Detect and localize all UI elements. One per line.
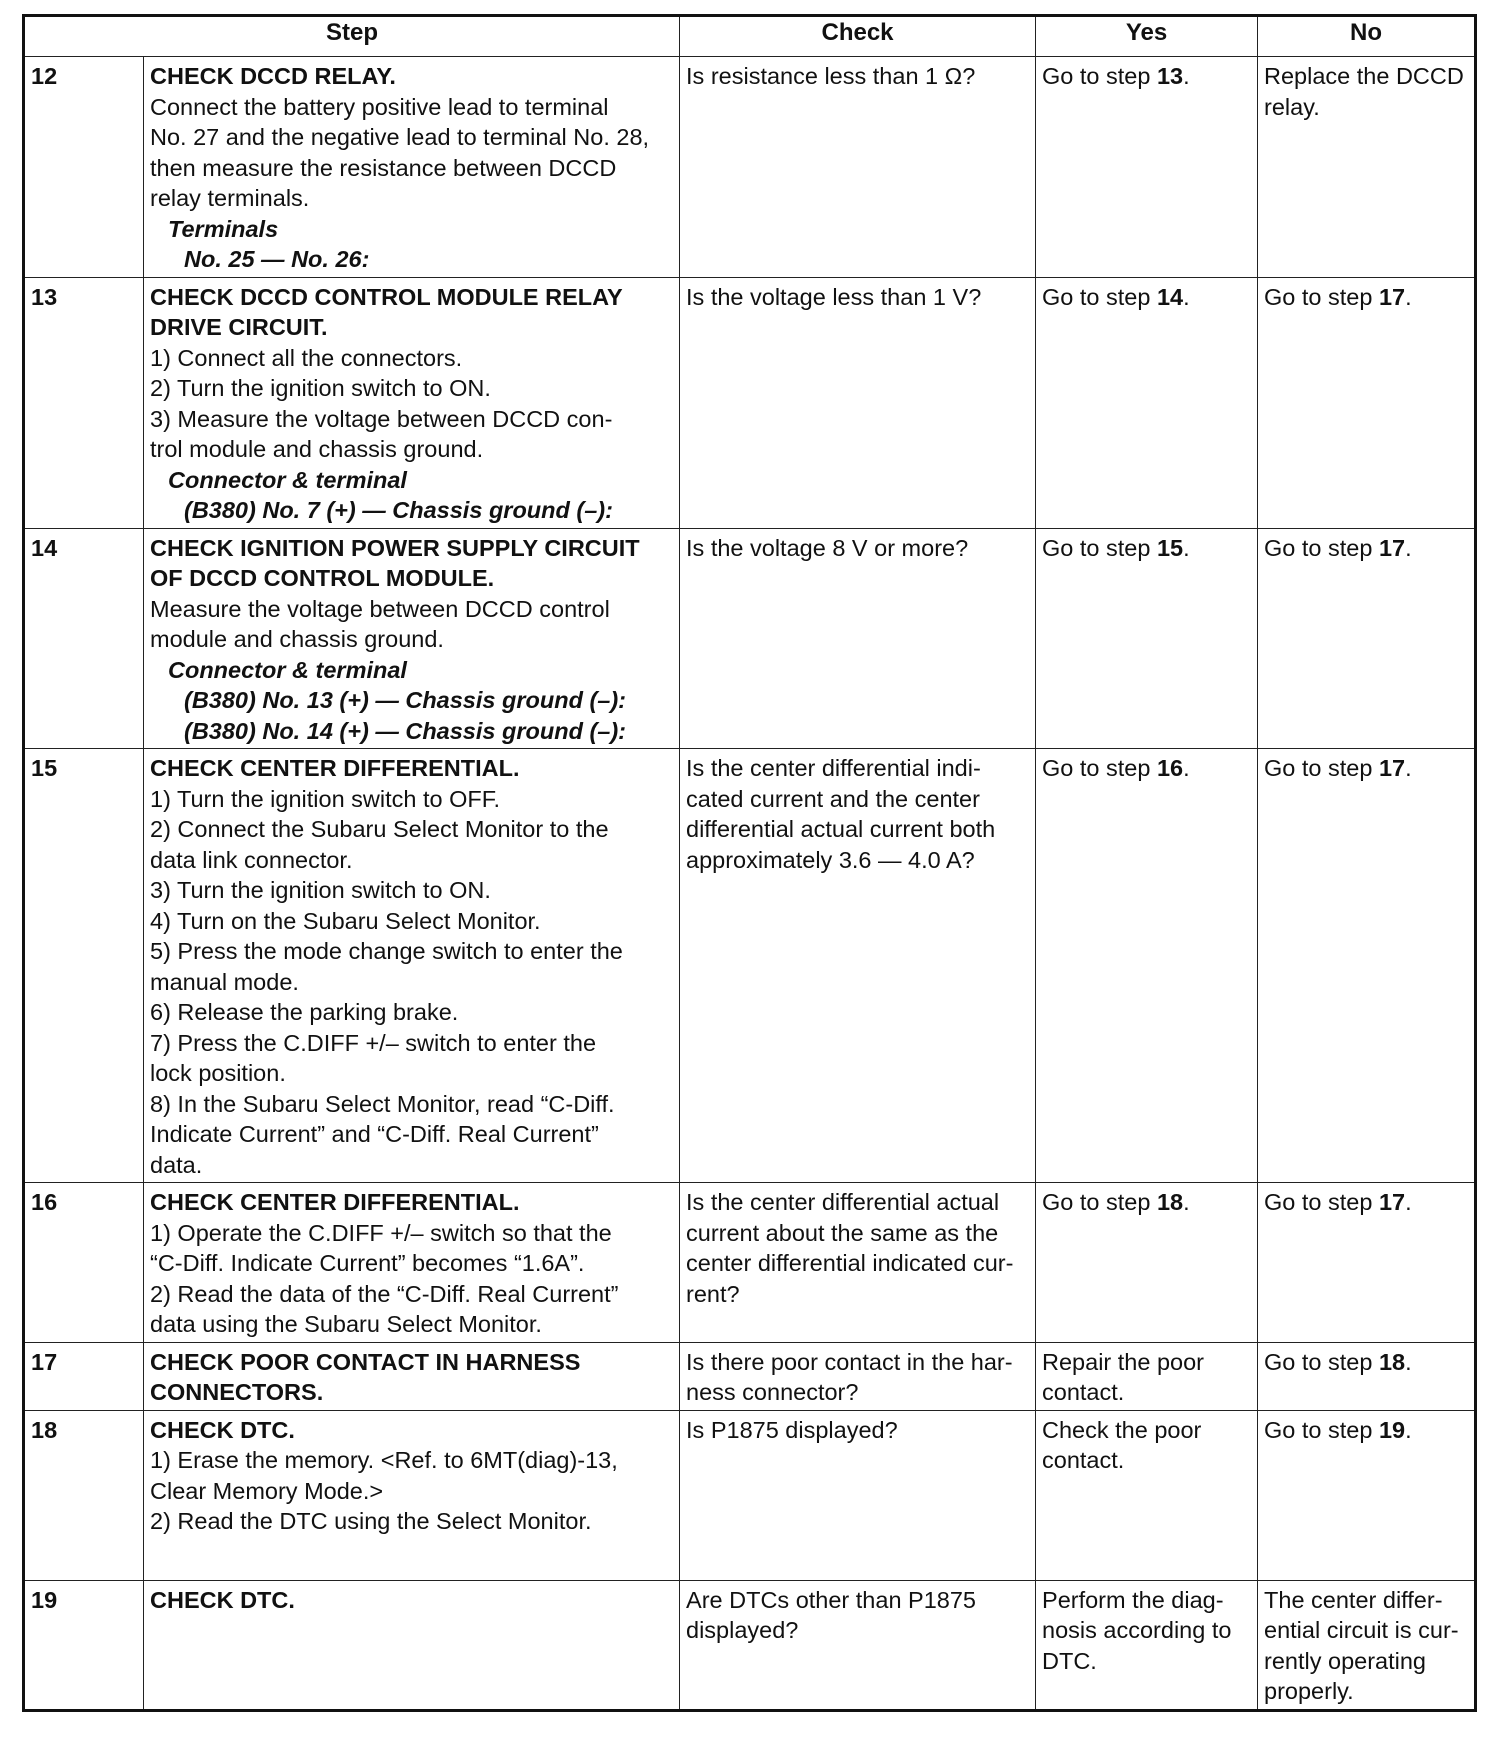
header-row: [24, 16, 1476, 57]
step-number: 15: [24, 749, 144, 1183]
no-cell-line: properly.: [1264, 1678, 1354, 1704]
step-title: CHECK DCCD CONTROL MODULE RELAY DRIVE CIRCUIT.: [150, 283, 623, 340]
step-instruction-line: relay terminals.: [150, 185, 310, 211]
step-instruction-line: 3) Turn the ignition switch to ON.: [150, 877, 491, 903]
check-cell-line: Is P1875 displayed?: [686, 1416, 898, 1443]
header-no: No: [1258, 16, 1476, 57]
check-cell: [680, 1410, 1036, 1580]
check-cell-line: displayed?: [686, 1617, 799, 1643]
no-cell: [1258, 528, 1476, 749]
yes-cell-line: Go to step 14.: [1042, 283, 1190, 310]
check-cell-line: Is the center differential actual: [686, 1189, 1000, 1215]
no-cell-line: Go to step 17.: [1264, 755, 1412, 781]
yes-cell: [1036, 1410, 1258, 1580]
step-description: [144, 528, 680, 749]
yes-cell: [1036, 277, 1258, 528]
step-title: CHECK IGNITION POWER SUPPLY CIRCUIT OF DCCD CONTROL MODULE.: [150, 534, 640, 591]
step-instruction-line: 6) Release the parking brake.: [150, 999, 459, 1025]
step-instruction-line: 1) Erase the memory. <Ref. to 6MT(diag)-13,: [150, 1447, 618, 1473]
step-title: CHECK DTC.: [150, 1416, 295, 1443]
table-row: [24, 1183, 1476, 1343]
header-step: Step: [24, 16, 680, 57]
spec-value: (B380) No. 14 (+) — Chassis ground (–):: [184, 717, 627, 744]
check-cell: [680, 57, 1036, 278]
step-instruction-line: 5) Press the mode change switch to enter the: [150, 938, 623, 964]
step-description: [144, 57, 680, 278]
no-cell-line: ential circuit is cur-: [1264, 1617, 1459, 1643]
no-cell-line: Go to step 17.: [1264, 283, 1412, 310]
step-number: 18: [24, 1410, 144, 1580]
step-instruction-line: 1) Operate the C.DIFF +/– switch so that the: [150, 1219, 612, 1246]
no-cell-line: Go to step 19.: [1264, 1416, 1412, 1443]
no-cell: [1258, 1183, 1476, 1343]
step-instruction-line: Indicate Current” and “C-Diff. Real Current”: [150, 1121, 599, 1147]
header-check: Check: [680, 16, 1036, 57]
step-number: 16: [24, 1183, 144, 1343]
step-description: [144, 1342, 680, 1410]
table-row: [24, 57, 1476, 278]
step-number: 14: [24, 528, 144, 749]
check-cell: [680, 1183, 1036, 1343]
table-row: [24, 1580, 1476, 1710]
no-cell: [1258, 277, 1476, 528]
step-instruction-line: No. 27 and the negative lead to terminal No. 28,: [150, 124, 650, 150]
spec-heading: Connector & terminal: [168, 656, 407, 683]
step-instruction-line: 2) Connect the Subaru Select Monitor to the: [150, 816, 609, 842]
check-cell-line: cated current and the center: [686, 785, 980, 812]
step-instruction-line: 2) Turn the ignition switch to ON.: [150, 375, 491, 401]
step-instruction-line: 4) Turn on the Subaru Select Monitor.: [150, 907, 541, 934]
step-instruction-line: 3) Measure the voltage between DCCD con-: [150, 405, 613, 432]
yes-cell-line: Go to step 15.: [1042, 534, 1190, 561]
step-number: 13: [24, 277, 144, 528]
table-row: [24, 528, 1476, 749]
no-cell-line: Go to step 17.: [1264, 1189, 1412, 1215]
table-row: [24, 1342, 1476, 1410]
check-cell-line: Is the voltage 8 V or more?: [686, 534, 969, 561]
step-title: CHECK POOR CONTACT IN HARNESS CONNECTORS.: [150, 1348, 581, 1405]
step-description: [144, 1183, 680, 1343]
check-cell-line: Is the center differential indi-: [686, 755, 981, 781]
step-instruction-line: Clear Memory Mode.>: [150, 1477, 384, 1504]
step-title: CHECK CENTER DIFFERENTIAL.: [150, 755, 520, 781]
check-cell-line: approximately 3.6 — 4.0 A?: [686, 846, 975, 873]
yes-cell: [1036, 1580, 1258, 1710]
no-cell-line: The center differ-: [1264, 1586, 1443, 1613]
yes-cell: [1036, 528, 1258, 749]
yes-cell-line: Perform the diag-: [1042, 1586, 1224, 1613]
step-instruction-line: 1) Connect all the connectors.: [150, 344, 463, 371]
step-instruction-line: Measure the voltage between DCCD control: [150, 595, 610, 622]
yes-cell-line: Go to step 18.: [1042, 1189, 1190, 1215]
no-cell: [1258, 1410, 1476, 1580]
step-number: 17: [24, 1342, 144, 1410]
no-cell-line: Go to step 18.: [1264, 1348, 1412, 1375]
yes-cell-line: nosis according to: [1042, 1617, 1232, 1643]
no-cell: [1258, 749, 1476, 1183]
check-cell-line: ness connector?: [686, 1379, 859, 1405]
table-row: [24, 749, 1476, 1183]
step-instruction-line: 2) Read the DTC using the Select Monitor.: [150, 1508, 592, 1534]
check-cell: [680, 277, 1036, 528]
yes-cell-line: Check the poor: [1042, 1416, 1202, 1443]
check-cell: [680, 749, 1036, 1183]
step-number: 12: [24, 57, 144, 278]
step-description: [144, 749, 680, 1183]
table-row: [24, 1410, 1476, 1580]
step-description: [144, 1410, 680, 1580]
no-cell: [1258, 1342, 1476, 1410]
table-body: [24, 57, 1476, 1711]
step-title: CHECK CENTER DIFFERENTIAL.: [150, 1189, 520, 1215]
step-instruction-line: then measure the resistance between DCCD: [150, 154, 617, 181]
step-description: [144, 277, 680, 528]
step-instruction-line: 8) In the Subaru Select Monitor, read “C-Diff.: [150, 1090, 615, 1117]
yes-cell-line: DTC.: [1042, 1647, 1097, 1674]
diagnostic-table: [22, 14, 1477, 1712]
spec-value: No. 25 — No. 26:: [184, 246, 370, 272]
step-instruction-line: trol module and chassis ground.: [150, 436, 484, 462]
step-instruction-line: module and chassis ground.: [150, 626, 444, 652]
check-cell-line: rent?: [686, 1280, 740, 1307]
yes-cell: [1036, 57, 1258, 278]
step-instruction-line: 1) Turn the ignition switch to OFF.: [150, 785, 501, 812]
step-instruction-line: data link connector.: [150, 846, 353, 873]
yes-cell-line: contact.: [1042, 1447, 1125, 1473]
check-cell-line: Is there poor contact in the har-: [686, 1348, 1013, 1375]
yes-cell: [1036, 749, 1258, 1183]
check-cell-line: Is resistance less than 1 Ω?: [686, 63, 976, 89]
no-cell-line: Replace the DCCD: [1264, 63, 1464, 89]
check-cell-line: Are DTCs other than P1875: [686, 1586, 977, 1613]
no-cell: [1258, 1580, 1476, 1710]
check-cell-line: current about the same as the: [686, 1219, 999, 1246]
check-cell-line: differential actual current both: [686, 816, 996, 842]
step-title: CHECK DTC.: [150, 1586, 295, 1613]
spec-value: (B380) No. 7 (+) — Chassis ground (–):: [184, 497, 613, 523]
step-instruction-line: lock position.: [150, 1060, 286, 1086]
step-instruction-line: manual mode.: [150, 968, 299, 995]
yes-cell-line: Go to step 16.: [1042, 755, 1190, 781]
spec-heading: Terminals: [168, 215, 279, 242]
yes-cell-line: contact.: [1042, 1379, 1125, 1405]
yes-cell: [1036, 1342, 1258, 1410]
yes-cell-line: Go to step 13.: [1042, 63, 1190, 89]
table-row: [24, 277, 1476, 528]
step-instruction-line: data.: [150, 1151, 203, 1178]
check-cell-line: Is the voltage less than 1 V?: [686, 283, 982, 310]
step-description: [144, 1580, 680, 1710]
no-cell-line: relay.: [1264, 93, 1320, 120]
no-cell-line: Go to step 17.: [1264, 534, 1412, 561]
yes-cell-line: Repair the poor: [1042, 1348, 1205, 1375]
no-cell: [1258, 57, 1476, 278]
step-instruction-line: data using the Subaru Select Monitor.: [150, 1311, 542, 1337]
step-instruction-line: “C-Diff. Indicate Current” becomes “1.6A”.: [150, 1250, 585, 1276]
header-yes: Yes: [1036, 16, 1258, 57]
spec-value: (B380) No. 13 (+) — Chassis ground (–):: [184, 687, 627, 713]
step-title: CHECK DCCD RELAY.: [150, 63, 396, 89]
yes-cell: [1036, 1183, 1258, 1343]
check-cell: [680, 1342, 1036, 1410]
step-instruction-line: 2) Read the data of the “C-Diff. Real Current”: [150, 1280, 619, 1307]
step-instruction-line: Connect the battery positive lead to terminal: [150, 93, 609, 120]
check-cell-line: center differential indicated cur-: [686, 1250, 1014, 1276]
spec-heading: Connector & terminal: [168, 466, 407, 493]
check-cell: [680, 1580, 1036, 1710]
step-instruction-line: 7) Press the C.DIFF +/– switch to enter the: [150, 1029, 597, 1056]
step-number: 19: [24, 1580, 144, 1710]
check-cell: [680, 528, 1036, 749]
no-cell-line: rently operating: [1264, 1647, 1427, 1674]
